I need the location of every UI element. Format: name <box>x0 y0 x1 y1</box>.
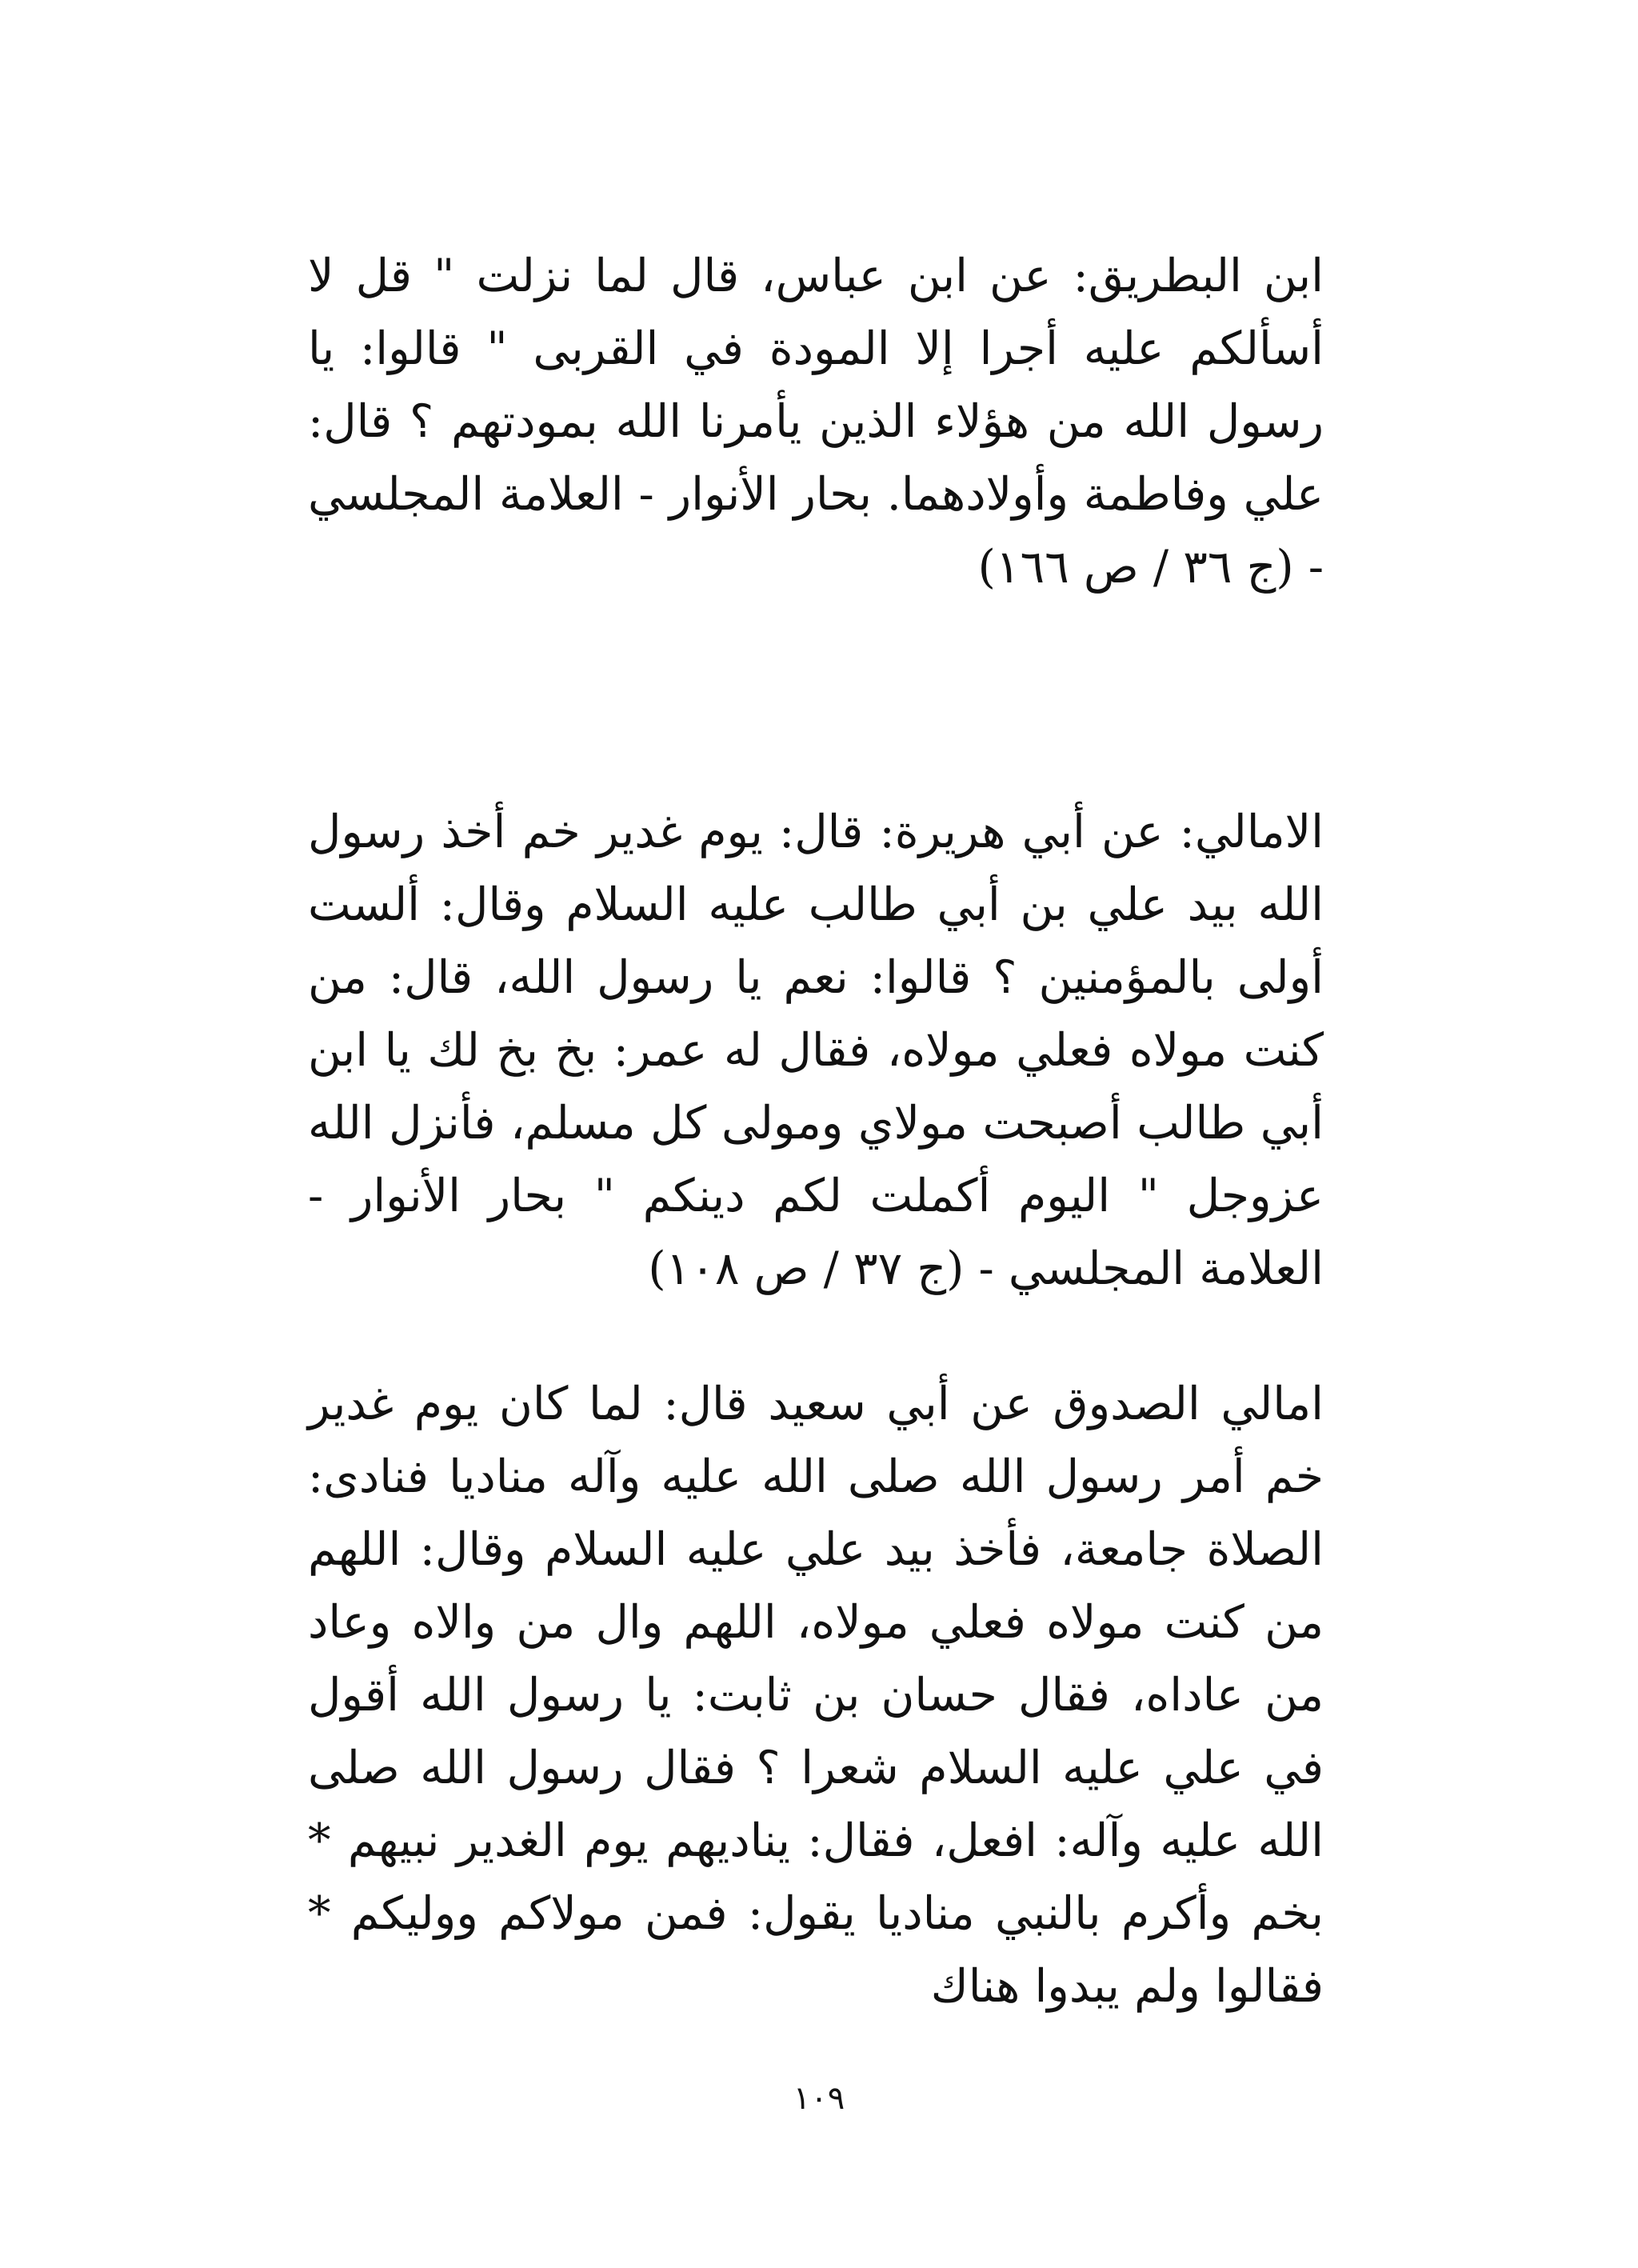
paragraph-amali-al-saduq <box>308 1368 1324 2023</box>
paragraph-text: امالي الصدوق عن أبي سعيد قال: لما كان يوم غدير خم أمر رسول الله صلى الله عليه وآله مناديا فنادى: الصلاة جامعة، فأخذ بيد علي عليه السلام وقال: اللهم من كنت مولاه فعلي مولاه، اللهم وال من والاه وعاد من عاداه، فقال حسان بن ثابت: يا رسول الله أقول في علي عليه السلام شعرا ؟ فقال رسول الله صلى الله عليه وآله: افعل، فقال: يناديهم يوم الغدير نبيهم * بخم وأكرم بالنبي مناديا يقول: فمن مولاكم ووليكم * فقالوا ولم يبدوا هناك <box>308 1378 1324 2013</box>
paragraph-text: الامالي: عن أبي هريرة: قال: يوم غدير خم أخذ رسول الله بيد علي بن أبي طالب عليه السلام وقال: ألست أولى بالمؤمنين ؟ قالوا: نعم يا رسول الله، قال: من كنت مولاه فعلي مولاه، فقال له عمر: بخ بخ لك يا ابن أبي طالب أصبحت مولاي ومولى كل مسلم، فأنزل الله عزوجل " اليوم أكملت لكم دينكم " بحار الأنوار - العلامة المجلسي - (ج ٣٧ / ص ١٠٨) <box>308 806 1324 1295</box>
page-number: ١٠٩ <box>793 2080 845 2117</box>
paragraph-text: ابن البطريق: عن ابن عباس، قال لما نزلت " قل لا أسألكم عليه أجرا إلا المودة في القربى " قالوا: يا رسول الله من هؤلاء الذين يأمرنا الله بمودتهم ؟ قال: علي وفاطمة وأولادهما. بحار الأنوار - العلامة المجلسي - (ج ٣٦ / ص ١٦٦) <box>308 250 1324 594</box>
paragraph-ibn-al-bitriq <box>308 240 1324 604</box>
paragraph-al-amali-abu-hurayra <box>308 796 1324 1306</box>
